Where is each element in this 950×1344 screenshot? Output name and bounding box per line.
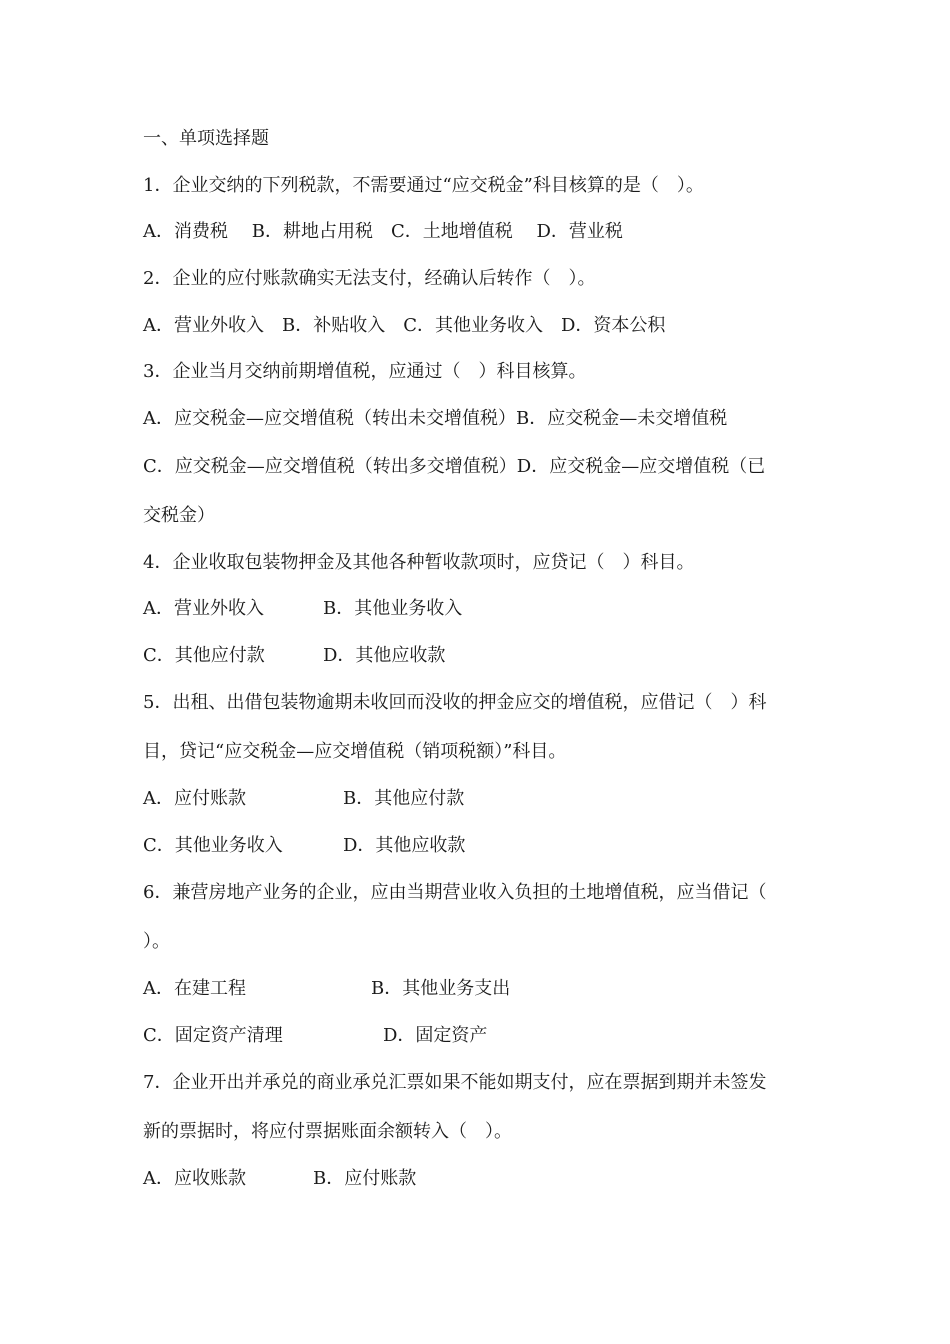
question-6-stem-line-1: 6．兼营房地产业务的企业，应由当期营业收入负担的土地增值税，应当借记（ (143, 882, 767, 903)
question-5-option-a: A．应付账款 (143, 788, 246, 809)
question-4-option-b: B．其他业务收入 (323, 598, 463, 619)
question-4-option-a: A．营业外收入 (143, 598, 264, 619)
question-7-option-b: B．应付账款 (313, 1168, 417, 1189)
section-title: 一、单项选择题 (143, 128, 269, 149)
question-6-option-b: B．其他业务支出 (371, 978, 511, 999)
question-1-stem: 1．企业交纳的下列税款，不需要通过“应交税金”科目核算的是（ ）。 (143, 175, 704, 196)
question-3-stem: 3．企业当月交纳前期增值税，应通过（ ）科目核算。 (143, 361, 587, 382)
question-4-stem: 4．企业收取包装物押金及其他各种暂收款项时，应贷记（ ）科目。 (143, 552, 695, 573)
question-5-option-b: B．其他应付款 (343, 788, 465, 809)
question-2-options: A．营业外收入 B．补贴收入 C．其他业务收入 D．资本公积 (143, 315, 666, 336)
question-4-option-d: D．其他应收款 (323, 645, 446, 666)
question-7-option-a: A．应收账款 (143, 1168, 246, 1189)
question-5-option-d: D．其他应收款 (343, 835, 466, 856)
question-3-options-line-1: A．应交税金—应交增值税（转出未交增值税）B．应交税金—未交增值税 (143, 408, 728, 429)
question-7-stem-line-1: 7．企业开出并承兑的商业承兑汇票如果不能如期支付，应在票据到期并未签发 (143, 1072, 767, 1093)
question-5-stem-line-2: 目，贷记“应交税金—应交增值税（销项税额）”科目。 (143, 741, 567, 762)
question-6-option-a: A．在建工程 (143, 978, 246, 999)
question-7-stem-line-2: 新的票据时，将应付票据账面余额转入（ ）。 (143, 1121, 512, 1142)
question-3-options-line-3: 交税金） (143, 505, 215, 526)
question-6-stem-line-2: ）。 (143, 931, 170, 952)
question-6-option-c: C．固定资产清理 (143, 1025, 283, 1046)
question-2-stem: 2．企业的应付账款确实无法支付，经确认后转作（ ）。 (143, 268, 596, 289)
question-5-option-c: C．其他业务收入 (143, 835, 283, 856)
question-4-option-c: C．其他应付款 (143, 645, 265, 666)
question-5-stem-line-1: 5．出租、出借包装物逾期未收回而没收的押金应交的增值税，应借记（ ）科 (143, 692, 767, 713)
question-3-options-line-2: C．应交税金—应交增值税（转出多交增值税）D．应交税金—应交增值税（已 (143, 456, 766, 477)
question-6-option-d: D．固定资产 (383, 1025, 488, 1046)
question-1-options: A．消费税 B．耕地占用税 C．土地增值税 D．营业税 (143, 221, 623, 242)
